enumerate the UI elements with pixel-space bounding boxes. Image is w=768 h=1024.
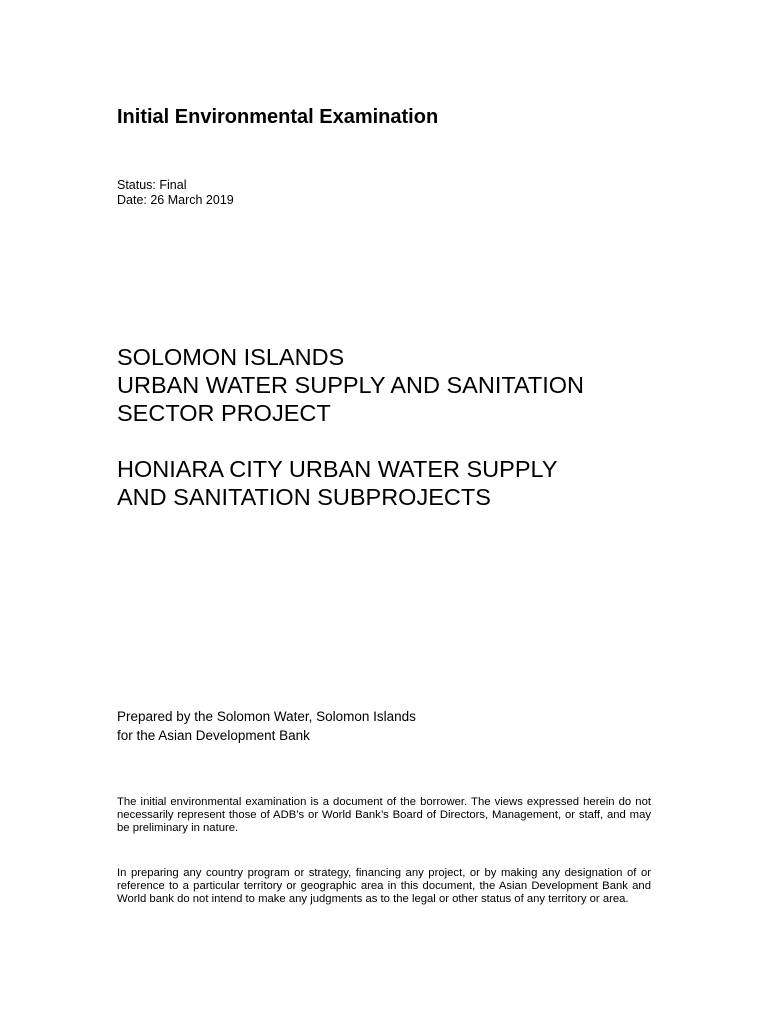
document-heading: Initial Environmental Examination xyxy=(117,106,439,128)
project-title-line-1: URBAN WATER SUPPLY AND SANITATION xyxy=(117,372,585,398)
subproject-title xyxy=(117,455,651,511)
date-line: Date: 26 March 2019 xyxy=(117,193,234,207)
subproject-title-line-1: HONIARA CITY URBAN WATER SUPPLY xyxy=(117,456,558,482)
disclaimer-territory: In preparing any country program or strategy, financing any project, or by making any designation of or reference to a particular territory or geographic area in this document, the Asian Development Bank and World bank do not intend to make any judgments as to the legal or other status of any territory or area. xyxy=(117,867,651,906)
document-meta xyxy=(117,178,234,208)
country-title xyxy=(117,343,651,371)
project-title-line-2: SECTOR PROJECT xyxy=(117,400,331,426)
project-title xyxy=(117,371,651,427)
prepared-by-block xyxy=(117,708,416,745)
disclaimer-views: The initial environmental examination is a document of the borrower. The views expressed herein do not necessarily represent those of ADB’s or World Bank’s Board of Directors, Management, or staff, and may be preliminary in nature. xyxy=(117,796,651,835)
prepared-for-line: for the Asian Development Bank xyxy=(117,727,310,743)
status-line: Status: Final xyxy=(117,178,187,192)
prepared-by-line: Prepared by the Solomon Water, Solomon Islands xyxy=(117,709,416,724)
subproject-title-line-2: AND SANITATION SUBPROJECTS xyxy=(117,484,491,510)
country-name: SOLOMON ISLANDS xyxy=(117,344,345,370)
